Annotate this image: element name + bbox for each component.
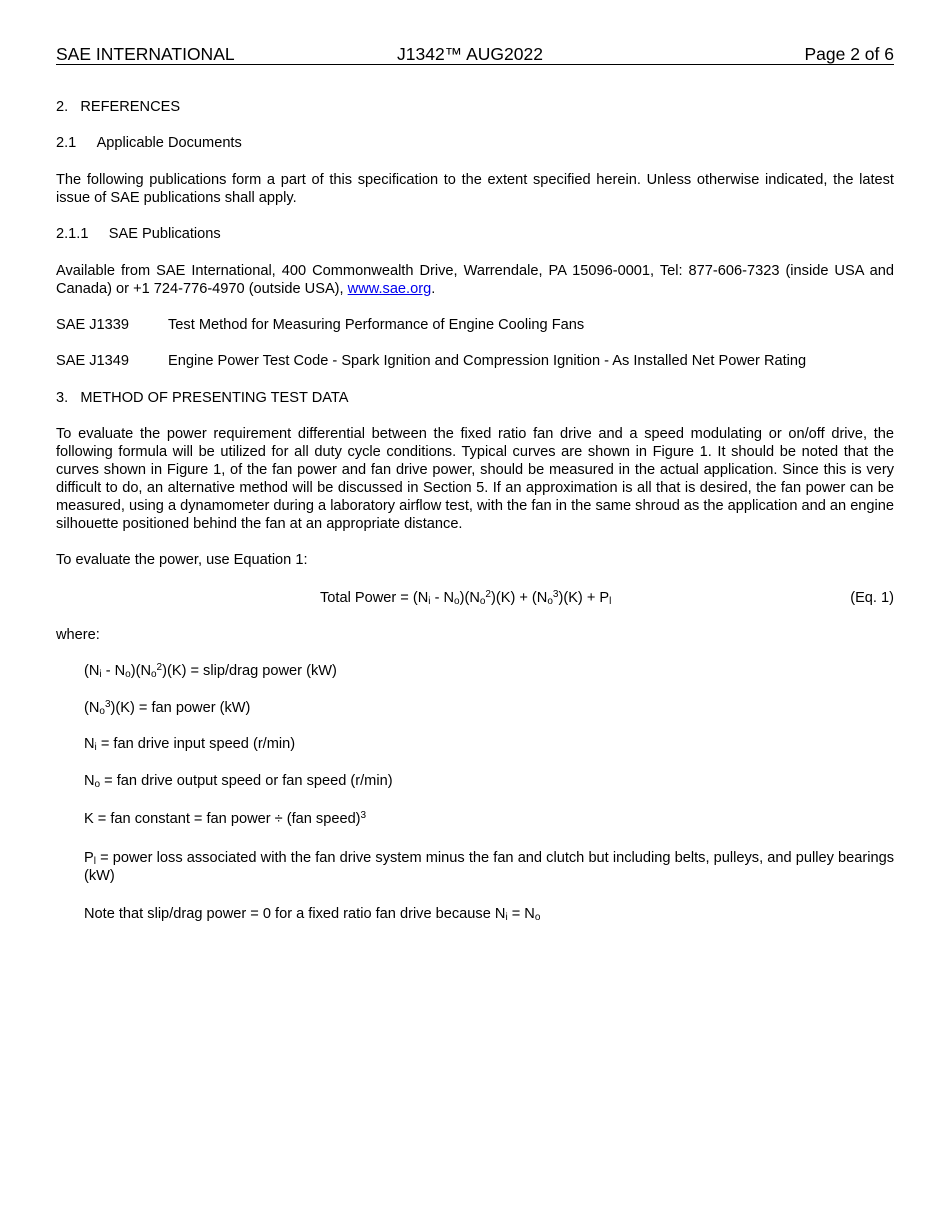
definition-text: = fan drive input speed (r/min) xyxy=(100,736,296,752)
definition-pl: $P_l$ = power loss associated with the fan drive system minus the fan and clutch but including belts, pulleys, and pulley bearings (kW) xyxy=(84,850,895,884)
header-document-id: J1342™ AUG2022 xyxy=(397,44,543,64)
reference-id: SAE J1349 xyxy=(56,353,130,369)
sae-website-link[interactable]: www.sae.org xyxy=(347,281,432,297)
reference-title: Test Method for Measuring Performance of Engine Cooling Fans xyxy=(168,317,585,333)
section-number: 3. xyxy=(56,390,69,406)
period: . xyxy=(431,281,436,297)
equation-1 xyxy=(56,589,894,609)
section-2-1-heading xyxy=(56,134,894,152)
where-label: where: xyxy=(56,627,100,643)
reference-item xyxy=(56,352,894,370)
reference-title: Engine Power Test Code - Spark Ignition and Compression Ignition - As Installed Net Power Rating xyxy=(168,353,807,369)
definition-text: K = fan constant = fan power ÷ (fan speed) xyxy=(84,811,361,827)
equation-label: (Eq. 1) xyxy=(850,590,894,606)
availability-text: Available from SAE International, 400 Commonwealth Drive, Warrendale, PA 15096-0001, Tel: 877-606-7323 (inside USA and Canada) or +1 724-776-4970 (outside USA), xyxy=(56,263,894,297)
section-2-heading xyxy=(56,98,894,116)
definition-ni: $N_i$ = fan drive input speed (r/min) xyxy=(84,736,296,753)
section-number: 2.1 xyxy=(56,135,77,151)
section-title: SAE Publications xyxy=(108,226,221,242)
section-number: 2.1.1 xyxy=(56,226,89,242)
section-2-1-1-paragraph xyxy=(56,262,894,298)
section-2-1-paragraph: The following publications form a part of this specification to the extent specified herein. Unless otherwise indicated, the latest issue of SAE publications shall apply. xyxy=(56,172,894,206)
section-2-1-1-heading xyxy=(56,225,894,243)
section-title: METHOD OF PRESENTING TEST DATA xyxy=(80,390,349,406)
definition-text: = slip/drag power (kW) xyxy=(190,663,337,679)
definition-k: K = fan constant = fan power ÷ (fan speed)$^3$ xyxy=(84,810,367,827)
section-3-paragraph: To evaluate the power requirement differential between the fixed ratio fan drive and a speed modulating or on/off drive, the following formula will be utilized for all duty cycle conditions. Typical curves are shown in Figure 1. It should be noted that the curves shown in Figure 1, of the fan power and fan drive power, should be measured in the actual application. Since this is very difficult to do, an alternative method will be discussed in Section 5. If an approximation is all that is desired, the fan power can be measured, using a dynamometer during a laboratory airflow test, with the fan in the same shroud as the application and an engine silhouette positioned behind the fan at an appropriate distance. xyxy=(56,426,895,532)
equation-formula: Total Power = $(N_i - N_o)(N_o^2)(K) + (N_o^3)(K) + P_l$ xyxy=(320,589,612,607)
definition-text: = fan drive output speed or fan speed (r/min) xyxy=(104,773,393,789)
note-text: Note that slip/drag power = 0 for a fixed ratio fan drive because xyxy=(84,906,495,922)
definition-no: $N_o$ = fan drive output speed or fan speed (r/min) xyxy=(84,773,393,790)
definition-slip-drag: $(N_i - N_o)(N_o^2)(K)$ = slip/drag power (kW) xyxy=(84,662,337,680)
definition-text: = fan power (kW) xyxy=(138,700,251,716)
section-3-heading xyxy=(56,389,894,407)
section-number: 2. xyxy=(56,99,69,115)
note: Note that slip/drag power = 0 for a fixed ratio fan drive because $N_i = N_o$ xyxy=(84,906,541,923)
header-organization: SAE INTERNATIONAL xyxy=(56,44,235,64)
page-header xyxy=(56,44,894,65)
section-title: REFERENCES xyxy=(80,99,181,115)
section-title: Applicable Documents xyxy=(96,135,242,151)
reference-item xyxy=(56,316,894,334)
definition-text: = power loss associated with the fan drive system minus the fan and clutch but including belts, pulleys, and pulley bearings (kW) xyxy=(84,850,895,884)
header-page-number: Page 2 of 6 xyxy=(804,44,894,64)
equation-intro: To evaluate the power, use Equation 1: xyxy=(56,552,308,568)
reference-id: SAE J1339 xyxy=(56,317,130,333)
definition-fan-power: $(N_o^3)(K)$ = fan power (kW) xyxy=(84,699,251,717)
